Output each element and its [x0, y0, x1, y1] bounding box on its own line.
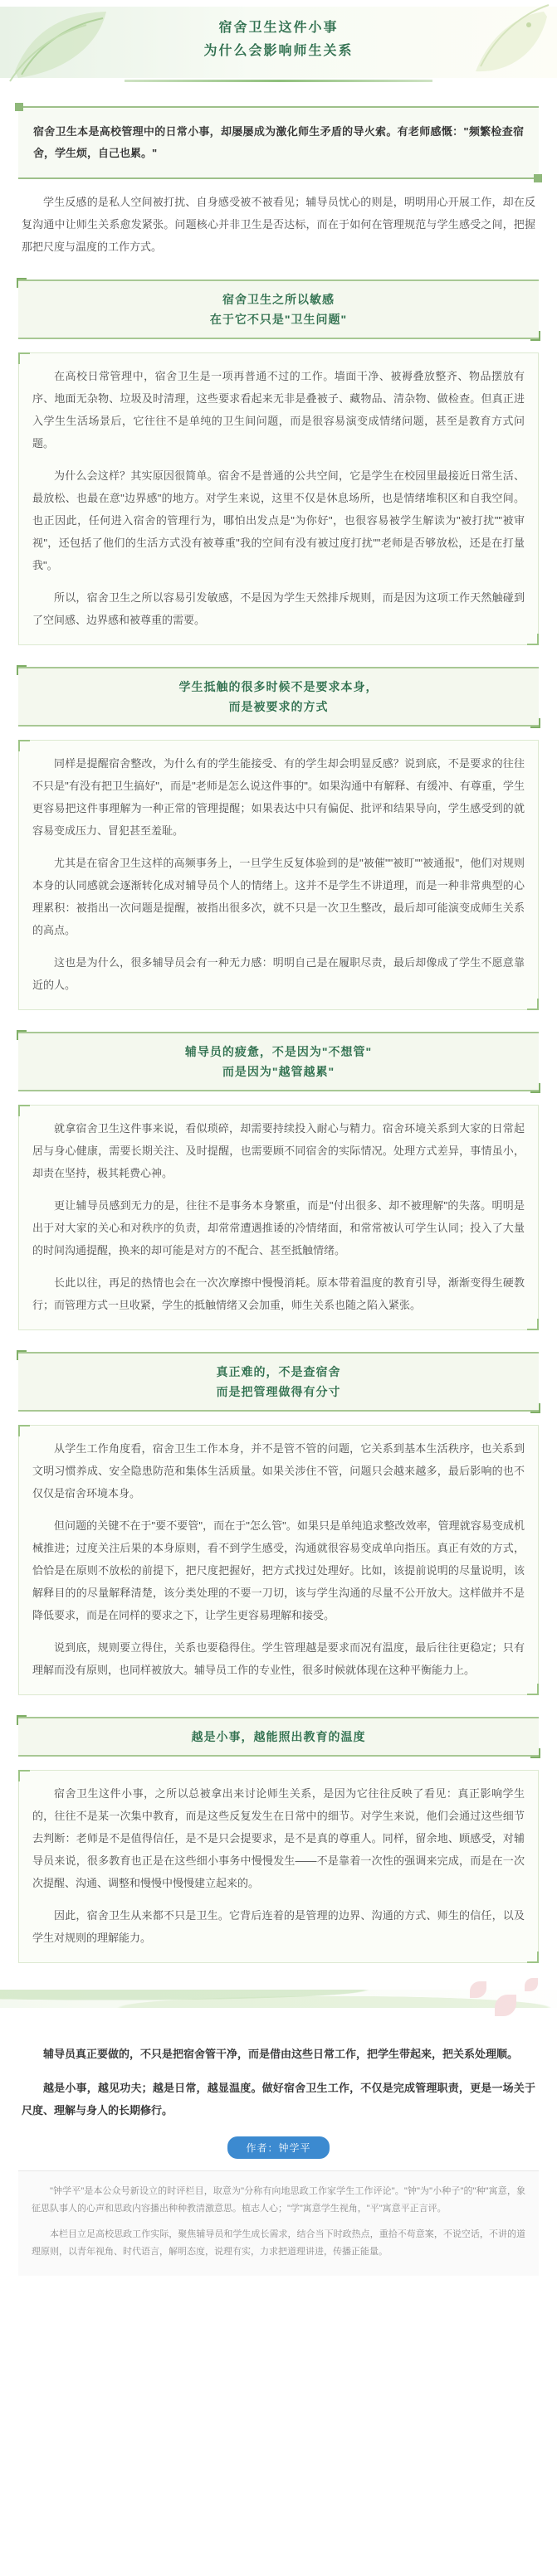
card-corner-top-left-icon [18, 1105, 30, 1116]
paragraph: 从学生工作角度看，宿舍卫生工作本身，并不是管不管的问题，它关系到基本生活秩序，也关系到文明习惯养成、安全隐患防范和集体生活质量。如果关涉住不管，问题只会越来越多，最后影响的也不仅仅是宿舍环境本身。 [32, 1442, 525, 1499]
heading-corner-right-icon [530, 1083, 540, 1093]
paragraph: 宿舍卫生这件小事，之所以总被拿出来讨论师生关系，是因为它往往反映了看见：真正影响学生的，往往不是某一次集中教育，而是这些反复发生在日常中的细节。对学生来说，他们会通过这些细节去判断：老师是不是值得信任，是不是只会提要求，是不是真的尊重人。同样，留余地、顾感受，对辅导员来说，很多教育也正是在这些细小事务中慢慢发生——不是靠着一次性的强调来完成，而是在一次次提醒、沟通、调整和慢慢中慢慢建立起来的。 [32, 1787, 525, 1889]
card-corner-top-left-icon [18, 1425, 30, 1436]
heading-bar-bottom [18, 1410, 539, 1412]
heading-bar-top [18, 279, 539, 281]
card-corner-bottom-right-icon [527, 1319, 539, 1330]
card-corner-bottom-right-icon [527, 999, 539, 1010]
author-row [0, 2136, 557, 2159]
decorative-divider [0, 1976, 557, 2021]
heading-bar-top [18, 1352, 539, 1354]
paragraph: 说到底，规则要立得住，关系也要稳得住。学生管理越是要求而况有温度，最后往往更稳定；只有理解而没有原则，也同样被放大。辅导员工作的专业性，很多时候就体现在这种平衡能力上。 [32, 1641, 525, 1676]
footer-paragraph-2: 本栏目立足高校思政工作实际，聚焦辅导员和学生成长需求，结合当下时政热点，重拾不苟意案，不说空话，不讲的道理原则，以青年视角、时代语言，解明态度，说理有实，力求把道理讲进，传播正能量。 [32, 2229, 525, 2257]
card-corner-bottom-right-icon [527, 1684, 539, 1695]
section-heading-4-line-2: 而是把管理做得有分寸 [216, 1385, 341, 1398]
closing-paragraph-1: 辅导员真正要做的，不只是把宿舍管干净，而是借由这些日常工作，把学生带起来，把关系处理顺。 [43, 2048, 519, 2060]
section-body-4 [18, 1425, 539, 1695]
lead-paragraph-text: 宿舍卫生本是高校管理中的日常小事，却屡屡成为激化师生矛盾的导火索。有老师感慨："频繁检查宿舍，学生烦，自己也累。" [33, 125, 524, 159]
paragraph: 所以，宿舍卫生之所以容易引发敏感，不是因为学生天然排斥规则，而是因为这项工作天然触碰到了空间感、边界感和被尊重的需要。 [32, 591, 525, 626]
petal-icon [495, 1995, 516, 2016]
paragraph: 就拿宿舍卫生这件事来说，看似琐碎，却需要持续投入耐心与精力。宿舍环境关系到大家的日常起居与身心健康，需要长期关注、及时提醒，也需要顾不同宿舍的实际情况。处理方式差异，事情虽小，却责在坚持，极其耗费心神。 [32, 1122, 525, 1179]
section-heading-1-line-1: 宿舍卫生之所以敏感 [222, 293, 335, 306]
paragraph: 但问题的关键不在于"要不要管"，而在于"怎么管"。如果只是单纯追求整改效率，管理就容易变成机械推进；过度关注后果的本身原则，看不到学生感受，沟通就很容易变成单向指压。真正有效的方式，恰恰是在原则不放松的前提下，把尺度把握好，把方式找过处理好。比如，该提前说明的尽量说明，该解释目的的尽量解释清楚，该分类处理的不要一刀切，该与学生沟通的尽量不公开放大。这样做并不是降低要求，而是在同样的要求之下，让学生更容易理解和接受。 [32, 1519, 525, 1621]
paragraph: 更让辅导员感到无力的是，往往不是事务本身繁重，而是"付出很多、却不被理解"的失落。明明是出于对大家的关心和对秩序的负责，却常常遭遇推诿的冷情绪面，和常常被认可学生认同；投入了大量的时间沟通提醒，换来的却可能是对方的不配合、甚至抵触情绪。 [32, 1199, 525, 1256]
heading-corner-left-icon [17, 1030, 27, 1040]
section-heading-3-line-1: 辅导员的疲惫，不是因为"不想管" [184, 1045, 373, 1058]
heading-bar-bottom [18, 338, 539, 339]
footer-paragraph-1: "钟学平"是本公众号新设立的时评栏目，取意为"分称有向地思政工作家学生工作评论"。"钟"为"小种子"的"种"寓意，象征思队事人的心声和思政内容播出种种教清激意思。植志人心；"学"寓意学生视角，"平"寓意平正言评。 [32, 2186, 525, 2214]
paragraph: 因此，宿舍卫生从来都不只是卫生。它背后连着的是管理的边界、沟通的方式、师生的信任，以及学生对规则的理解能力。 [32, 1909, 525, 1944]
card-corner-top-left-icon [18, 740, 30, 751]
paragraph: 这也是为什么，很多辅导员会有一种无力感：明明自己是在履职尽责，最后却像成了学生不愿意靠近的人。 [32, 956, 525, 991]
paragraph: 长此以往，再足的热情也会在一次次摩擦中慢慢消耗。原本带着温度的教育引导，渐渐变得生硬教行；而管理方式一旦收紧，学生的抵触情绪又会加重，师生关系也随之陷入紧张。 [32, 1276, 525, 1311]
card-corner-bottom-right-icon [527, 1951, 539, 1963]
paragraph: 为什么会这样？其实原因很简单。宿舍不是普通的公共空间，它是学生在校园里最接近日常生活、最放松、也最在意"边界感"的地方。对学生来说，这里不仅是休息场所，也是情绪堆积区和自我空间。也正因此，任何进入宿舍的管理行为，哪怕出发点是"为你好"，也很容易被学生解读为"被打扰""被审视"，还包括了他们的生活方式没有被尊重"我的空间有没有被过度打扰""老师是否够放松，还是在打量我"。 [32, 469, 525, 571]
heading-bar-bottom [18, 725, 539, 727]
heading-corner-left-icon [17, 1715, 27, 1725]
section-body-1 [18, 352, 539, 645]
author-badge: 作者：钟学平 [227, 2136, 329, 2159]
section-heading-2-line-1: 学生抵触的很多时候不是要求本身， [178, 680, 379, 693]
intro-paragraph: 学生反感的是私人空间被打扰、自身感受被不被看见；辅导员忧心的则是，明明用心开展工作，却在反复沟通中让师生关系愈发紧张。问题核心并非卫生是否达标，而在于如何在管理规范与学生感受之间，把握那把尺度与温度的工作方式。 [22, 196, 535, 253]
header-underline [125, 80, 432, 82]
heading-bar-top [18, 1717, 539, 1718]
heading-corner-left-icon [17, 278, 27, 288]
section-heading-2-line-2: 而是被要求的方式 [228, 700, 329, 713]
section-heading-5 [18, 1717, 539, 1757]
card-corner-top-left-icon [18, 352, 30, 364]
heading-corner-right-icon [530, 718, 540, 728]
section-body-5 [18, 1770, 539, 1963]
article-header [0, 0, 557, 93]
heading-bar-bottom [18, 1755, 539, 1757]
article-title-line-1: 宿舍卫生这件小事 [218, 21, 339, 35]
footer-note [18, 2170, 539, 2276]
section-heading-5-line-1: 越是小事，越能照出教育的温度 [191, 1730, 366, 1743]
heading-corner-left-icon [17, 1350, 27, 1360]
heading-bar-top [18, 1032, 539, 1033]
closing-paragraph-2: 越是小事，越见功夫；越是日常，越显温度。做好宿舍卫生工作，不仅是完成管理职责，更是一场关于尺度、理解与身人的长期修行。 [22, 2082, 535, 2117]
section-heading-1-line-2: 在于它不只是"卫生问题" [209, 313, 348, 326]
heading-bar-top [18, 667, 539, 668]
closing-block [22, 2043, 535, 2122]
heading-corner-right-icon [530, 1403, 540, 1413]
section-heading-3-line-2: 而是因为"越管越累" [222, 1065, 335, 1078]
section-body-2 [18, 740, 539, 1010]
section-heading-2 [18, 667, 539, 727]
paragraph: 同样是提醒宿舍整改，为什么有的学生能接受、有的学生却会明显反感？说到底，不是要求的往往不只是"有没有把卫生搞好"，而是"老师是怎么说这件事的"。如果沟通中有解释、有缓冲、有尊重，学生更容易把这件事理解为一种正常的管理提醒；如果表达中只有偏促、批评和结果导向，学生感受到的就容易变成压力、冒犯甚至羞耻。 [32, 757, 525, 837]
section-heading-4 [18, 1352, 539, 1412]
section-body-3 [18, 1105, 539, 1330]
heading-bar-bottom [18, 1090, 539, 1091]
paragraph: 在高校日常管理中，宿舍卫生是一项再普通不过的工作。墙面干净、被褥叠放整齐、物品摆放有序、地面无杂物、垃圾及时清理，这些要求看起来无非是叠被子、藏物品、清杂物、做检查。但真正进入学生生活场景后，它往往不是单纯的卫生间问题，而是很容易演变成情绪问题，甚至是教育方式问题。 [32, 370, 525, 450]
heading-corner-right-icon [530, 1748, 540, 1758]
article-title-line-2: 为什么会影响师生关系 [203, 44, 354, 58]
heading-corner-left-icon [17, 665, 27, 675]
heading-corner-right-icon [530, 331, 540, 341]
header-title-wrapper [0, 17, 557, 63]
card-corner-bottom-right-icon [527, 634, 539, 645]
section-heading-1 [18, 279, 539, 339]
section-heading-3 [18, 1032, 539, 1091]
paragraph: 尤其是在宿舍卫生这样的高频事务上，一旦学生反复体验到的是"被催""被盯""被通报"，他们对规则本身的认同感就会逐渐转化成对辅导员个人的情绪上。这并不是学生不讲道理，而是一种非常典型的心理累积：被指出一次问题是提醒，被指出很多次，就不只是一次卫生整改，最后却可能演变成师生关系的高点。 [32, 857, 525, 936]
section-heading-4-line-1: 真正难的，不是查宿舍 [216, 1365, 341, 1378]
lead-paragraph-box [18, 106, 539, 179]
card-corner-top-left-icon [18, 1770, 30, 1781]
